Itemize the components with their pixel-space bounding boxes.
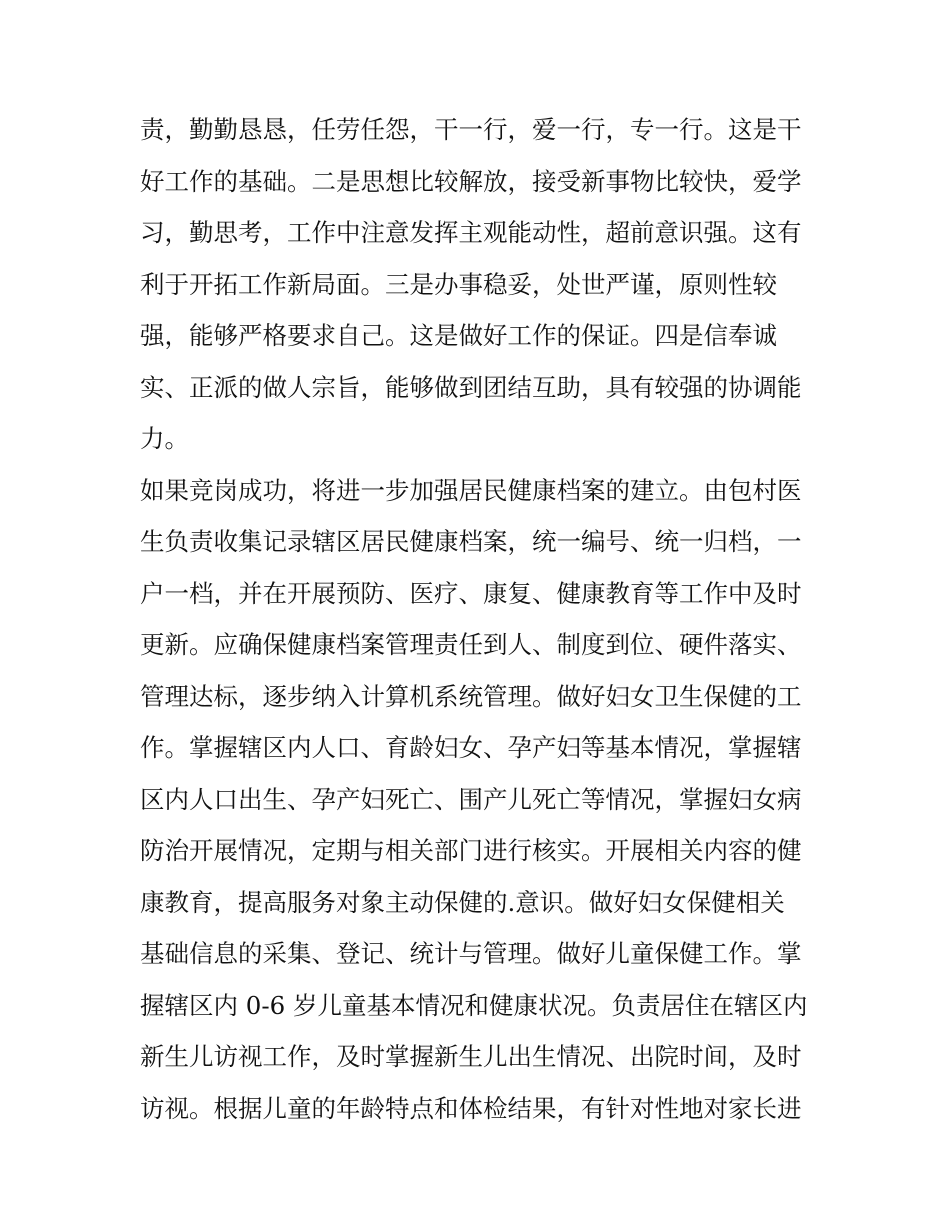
text-line: 基础信息的采集、登记、统计与管理。做好儿童保健工作。掌 [140, 939, 802, 968]
text-line: 康教育，提高服务对象主动保健的.意识。做好妇女保健相关 [140, 887, 785, 917]
text-line: 生负责收集记录辖区居民健康档案，统一编号、统一归档，一 [140, 527, 802, 556]
text-line: 区内人口出生、孕产妇死亡、围产儿死亡等情况，掌握妇女病 [140, 784, 802, 814]
text-line: 好工作的基础。二是思想比较解放，接受新事物比较快，爱学 [140, 166, 802, 196]
text-line: 新生儿访视工作，及时掌握新生儿出生情况、出院时间，及时 [140, 1042, 802, 1071]
text-line: 责，勤勤恳恳，任劳任怨，干一行，爱一行，专一行。这是干 [140, 115, 802, 144]
text-line: 利于开拓工作新局面。三是办事稳妥，处世严谨，原则性较 [140, 269, 777, 299]
text-line: 握辖区内 0-6 岁儿童基本情况和健康状况。负责居住在辖区内 [140, 990, 808, 1020]
text-line: 防治开展情况，定期与相关部门进行核实。开展相关内容的健 [140, 836, 802, 865]
text-line: 访视。根据儿童的年龄特点和体检结果，有针对性地对家长进 [140, 1093, 802, 1123]
text-line: 强，能够严格要求自己。这是做好工作的保证。四是信奉诚 [140, 321, 777, 350]
text-line: 管理达标，逐步纳入计算机系统管理。做好妇女卫生保健的工 [140, 681, 802, 711]
text-line: 实、正派的做人宗旨，能够做到团结互助，具有较强的协调能 [140, 372, 802, 402]
text-line: 户一档，并在开展预防、医疗、康复、健康教育等工作中及时 [140, 578, 802, 608]
text-line: 更新。应确保健康档案管理责任到人、制度到位、硬件落实、 [140, 630, 802, 659]
body-text [140, 104, 820, 1134]
text-line: 力。 [140, 424, 189, 453]
text-line: 如果竞岗成功，将进一步加强居民健康档案的建立。由包村医 [140, 475, 802, 505]
text-line: 习，勤思考，工作中注意发挥主观能动性，超前意识强。这有 [140, 218, 802, 247]
text-line: 作。掌握辖区内人口、育龄妇女、孕产妇等基本情况，掌握辖 [140, 733, 802, 762]
